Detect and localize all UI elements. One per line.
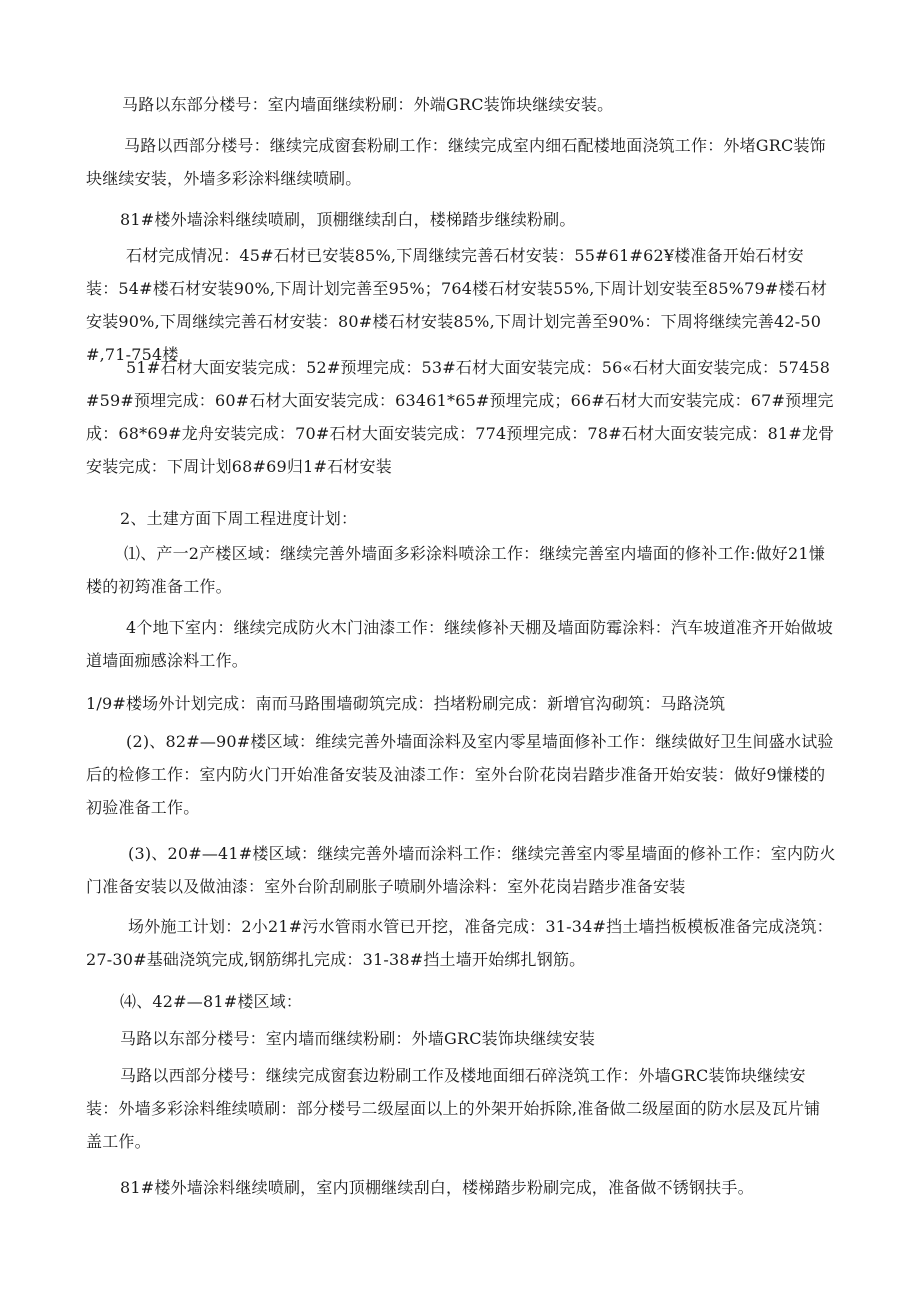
paragraph-area-1: ⑴、产一2产楼区域：继续完善外墙面多彩涂料喷涂工作：继续完善室内墙面的修补工作:做好21慊楼的初筠准备工作。 (86, 544, 825, 596)
paragraph-site-plan-1-9: 1/9#楼场外计划完成：南而马路围墙砌筑完成：挡堵粉刷完成：新增官沟砌筑：马路浇筑 (86, 694, 726, 713)
paragraph-west-road: 马路以西部分楼号：继续完成窗套粉刷工作：继续完成室内细石配楼地面浇筑工作：外堵GRC装饰块继续安装，外墙多彩涂料继续喷刷。 (86, 136, 826, 188)
paragraph-east-road-2: 马路以东部分楼号：室内墙而继续粉刷：外墙GRC装饰块继续安装 (120, 1029, 596, 1048)
paragraph-building-81: 81#楼外墙涂料继续喷刷，顶棚继续刮白，楼梯踏步继续粉刷。 (120, 210, 576, 229)
paragraph-stone-facade: 51#石材大面安装完成：52#预埋完成：53#石材大面安装完成：56«石材大面安装完成：57458#59#预埋完成：60#石材大面安装完成：63461*65#预埋完成；66#石材大而安装完成：67#预埋完成：68*69#龙舟安装完成：70#石材大面安装完成：774预埋完成：78#石材大面安装完成：81#龙骨安装完成：下周计划68#69归1#石材安装 (86, 358, 835, 476)
paragraph-building-81-2: 81#楼外墙涂料继续喷刷，室内顶棚继续刮白，楼梯踏步粉刷完成，准备做不锈钢扶手。 (120, 1178, 754, 1197)
paragraph-west-road-2: 马路以西部分楼号：继续完成窗套边粉刷工作及楼地面细石碎浇筑工作：外墙GRC装饰块继续安装：外墙多彩涂料维续喷刷：部分楼号二级屋面以上的外架开始拆除,准备做二级屋面的防水层及瓦片铺盖工作。 (86, 1066, 821, 1151)
paragraph-site-construction-plan: 场外施工计划：2小21#污水管雨水管已开挖，准备完成：31-34#挡土墙挡板模板准备完成浇筑：27-30#基础浇筑完成,钢筋绑扎完成：31-38#挡土墙开始绑扎钢筋。 (86, 917, 833, 969)
paragraph-east-road: 马路以东部分楼号：室内墙面继续粉刷：外端GRC装饰块继续安装。 (122, 95, 614, 114)
paragraph-stone-status: 石材完成情况：45#石材已安装85%,下周继续完善石材安装：55#61#62¥楼准备开始石材安装：54#楼石材安装90%,下周计划完善至95%；764楼石材安装55%,下周计划安装至85%79#楼石材安装90%,下周继续完善石材安装：80#楼石材安装85%,下周计划完善至90%：下周将继续完善42-50#,71-754楼 (86, 246, 828, 364)
paragraph-area-2: (2)、82#—90#楼区域：维续完善外墙面涂料及室内零星墙面修补工作：继续做好卫生间盛水试验后的检修工作：室内防火门开始准备安装及油漆工作：室外台阶花岗岩踏步准备开始安装：做好9慊楼的初验准备工作。 (86, 732, 834, 817)
paragraph-basement: 4个地下室内：继续完成防火木门油漆工作：继续修补天棚及墙面防霉涂料：汽车坡道准齐开始做坡道墙面痂感涂料工作。 (86, 618, 833, 670)
paragraph-area-4: ⑷、42#—81#楼区域： (120, 992, 303, 1011)
paragraph-area-3: (3)、20#—41#楼区域：继续完善外墙而涂料工作：继续完善室内零星墙面的修补工作：室内防火门准备安装以及做油漆：室外台阶刮刷胀子喷刷外墙涂料：室外花岗岩踏步准备安装 (86, 844, 836, 896)
section-heading-civil-plan: 2、土建方面下周工程进度计划： (120, 509, 358, 528)
